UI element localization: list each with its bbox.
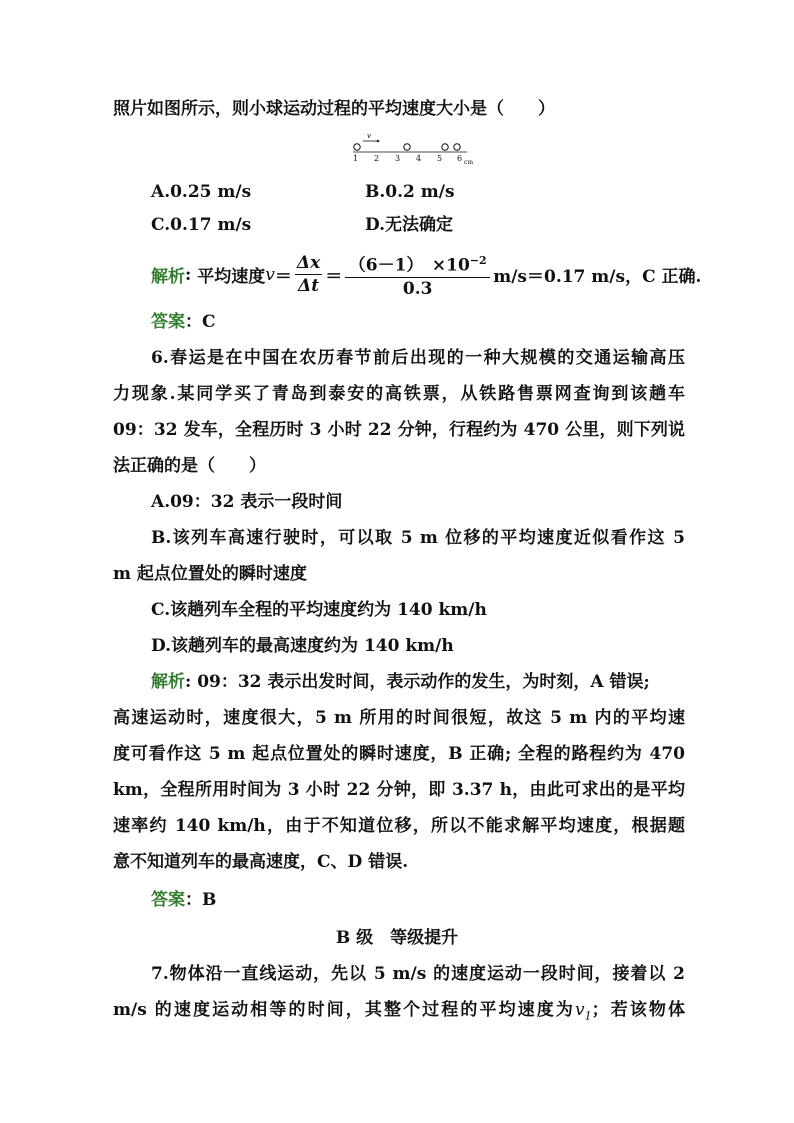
- analysis-text: : 09：32 表示出发时间，表示动作的发生，为时刻，A 错误;: [185, 672, 650, 692]
- denominator: 0.3: [402, 278, 433, 299]
- tick-2: 2: [374, 154, 380, 163]
- q6-analysis-3: 度可看作这 5 m 起点位置处的瞬时速度，B 正确; 全程的路程约为 470: [113, 744, 685, 764]
- q6-line-3: 09：32 发车，全程历时 3 小时 22 分钟，行程约为 470 公里，则下列说: [113, 420, 685, 440]
- analysis-colon: :: [185, 264, 192, 285]
- equals-sign-2: ＝: [325, 267, 343, 288]
- ball-3: [442, 144, 448, 150]
- q5-figure: [345, 130, 485, 166]
- q6-option-b-1: B.该列车高速行驶时，可以取 5 m 位移的平均速度近似看作这 5: [151, 528, 685, 548]
- answer-value: ：B: [185, 890, 217, 910]
- q5-option-b: B.0.2 m/s: [365, 182, 455, 202]
- q6-option-c: C.该趟列车全程的平均速度约为 140 km/h: [151, 600, 487, 620]
- tick-6: 6: [457, 154, 463, 163]
- analysis-text: 平均速度: [197, 267, 266, 288]
- q6-line-4: 法正确的是（ ）: [113, 456, 266, 476]
- velocity-label: v: [367, 132, 371, 140]
- tick-1: 1: [353, 154, 359, 163]
- v-subscript: 1: [584, 1009, 592, 1023]
- ball-marks: [354, 144, 460, 150]
- answer-value: ：C: [185, 312, 216, 332]
- ball-4: [454, 144, 460, 150]
- v-symbol: v: [575, 1000, 585, 1020]
- q7-line-1: 7.物体沿一直线运动，先以 5 m/s 的速度运动一段时间，接着以 2: [151, 964, 685, 984]
- q5-option-c: C.0.17 m/s: [151, 215, 252, 235]
- velocity-symbol: v: [265, 264, 275, 285]
- analysis-result: m/s＝0.17 m/s，C 正确.: [493, 267, 702, 288]
- fraction-value: [345, 250, 490, 300]
- answer-label: 答案: [151, 312, 185, 332]
- numerator: [345, 250, 490, 278]
- q6-analysis-6: 意不知道列车的最高速度，C、D 错误.: [113, 852, 409, 872]
- q7-line-2-tail: ；若该物体: [591, 1000, 686, 1020]
- q5-option-d: D.无法确定: [365, 215, 454, 235]
- q6-analysis-4: km，全程所用时间为 3 小时 22 分钟，即 3.37 h，由此可求出的是平均: [113, 780, 685, 800]
- ball-2: [404, 144, 410, 150]
- q5-stem: 照片如图所示，则小球运动过程的平均速度大小是（ ）: [113, 99, 555, 119]
- q6-line-1: 6.春运是在中国在农历春节前后出现的一种大规模的交通运输高压: [151, 348, 685, 368]
- answer-label: 答案: [151, 890, 185, 910]
- unit-label: cm: [464, 159, 474, 166]
- section-title: B 级 等级提升: [335, 928, 459, 948]
- q6-option-d: D.该趟列车的最高速度约为 140 km/h: [151, 636, 454, 656]
- q5-option-a: A.0.25 m/s: [151, 182, 252, 202]
- q6-option-a: A.09：32 表示一段时间: [151, 492, 343, 512]
- tick-3: 3: [395, 154, 401, 163]
- q6-analysis-2: 高速运动时，速度很大，5 m 所用的时间很短，故这 5 m 内的平均速: [113, 708, 685, 728]
- q5-answer: [151, 310, 685, 334]
- analysis-label: 解析: [151, 672, 185, 692]
- q6-analysis-1: [151, 670, 685, 694]
- fraction-delta: [295, 252, 322, 297]
- analysis-label: 解析: [151, 267, 185, 288]
- q6-option-b-2: m 起点位置处的瞬时速度: [113, 564, 307, 584]
- q7-line-2-text: m/s 的速度运动相等的时间，其整个过程的平均速度为: [113, 1000, 575, 1020]
- tick-4: 4: [416, 154, 422, 163]
- equals-sign: ＝: [274, 267, 292, 288]
- v1-symbol: [575, 1000, 592, 1023]
- ball-1: [354, 144, 360, 150]
- q7-line-2: [113, 998, 685, 1028]
- numerator-exp: −2: [469, 254, 487, 267]
- numerator-text: （6－1） ×10: [348, 255, 470, 276]
- q6-answer: [151, 888, 685, 912]
- delta-t: Δt: [298, 276, 320, 297]
- delta-x: Δx: [296, 253, 321, 274]
- q6-analysis-5: 速率约 140 km/h，由于不知道位移，所以不能求解平均速度，根据题: [113, 816, 685, 836]
- q6-line-2: 力现象.某同学买了青岛到泰安的高铁票，从铁路售票网查询到该趟车: [113, 384, 685, 404]
- q5-analysis: [151, 250, 701, 300]
- tick-5: 5: [437, 154, 443, 163]
